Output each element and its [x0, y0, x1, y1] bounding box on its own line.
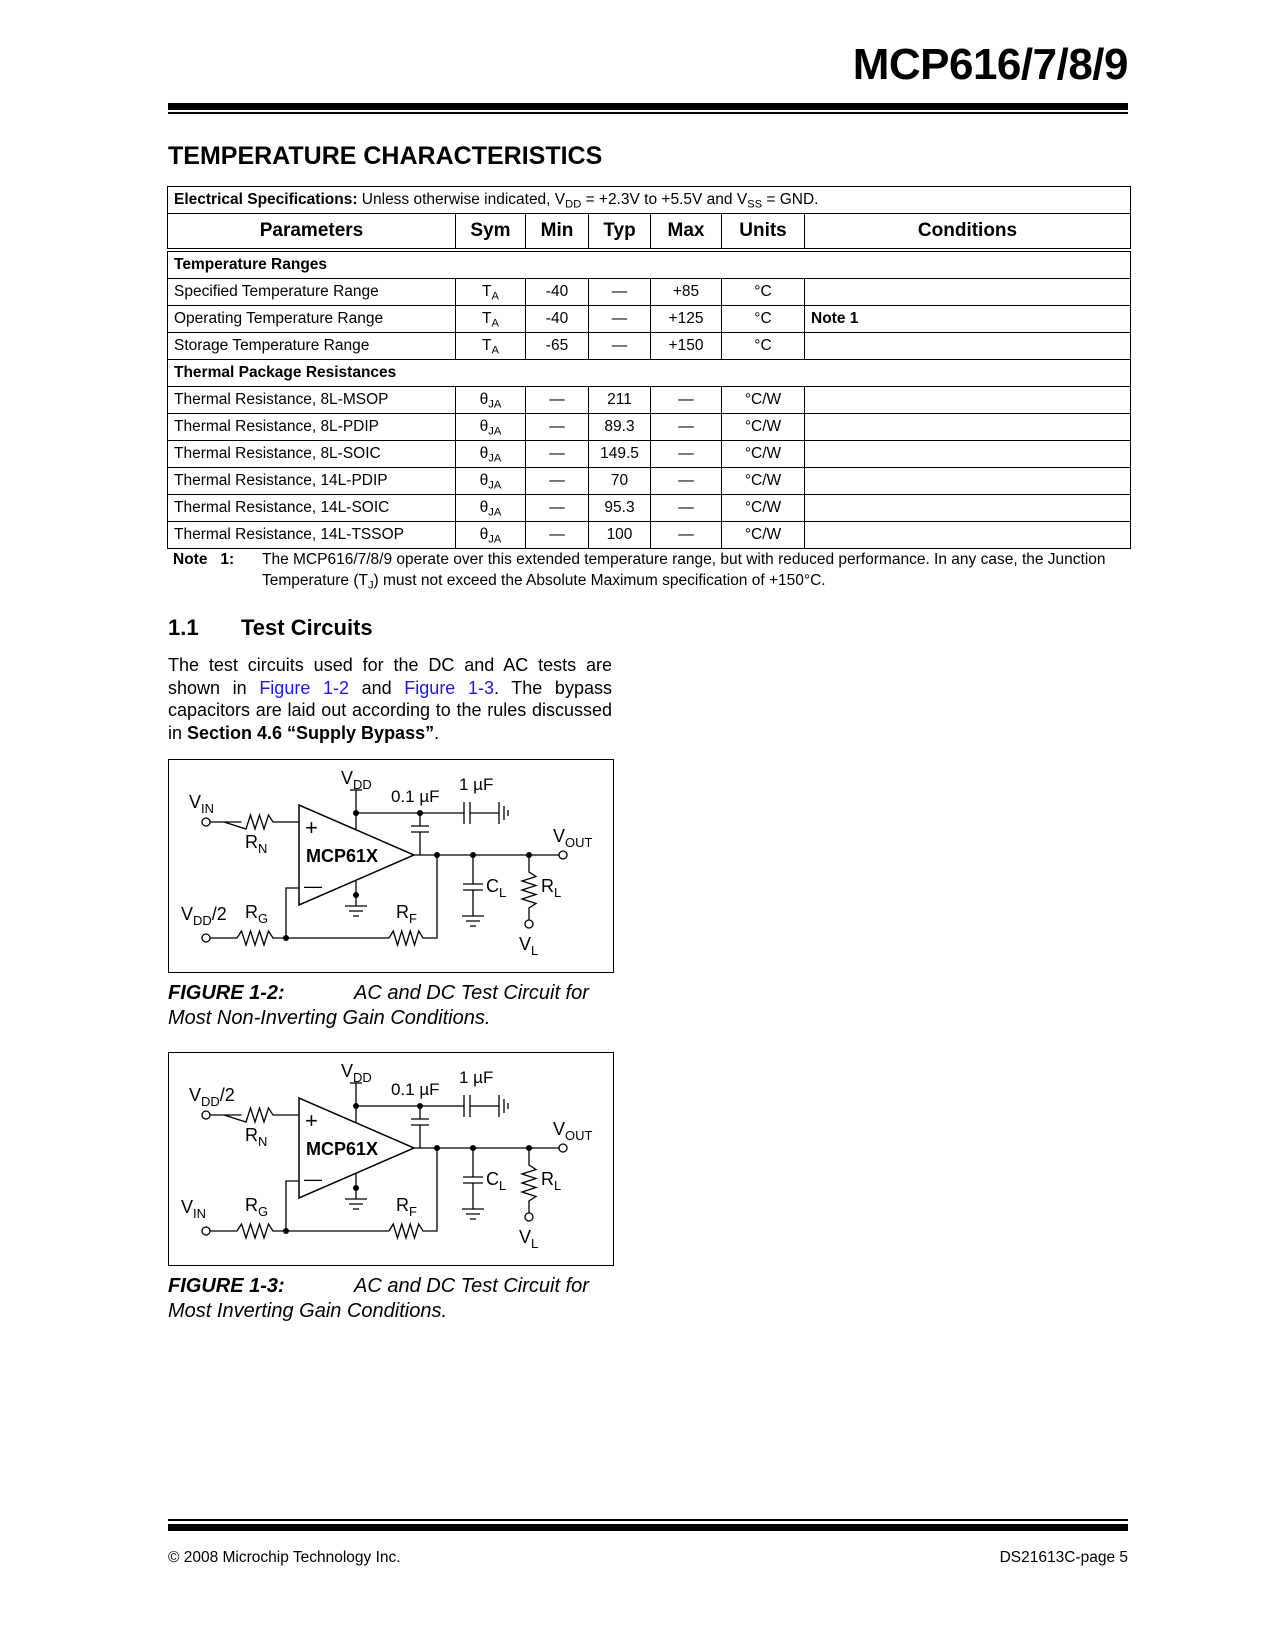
sym-cell: $\theta_{JA}$ [456, 468, 526, 495]
subsection-number: 1.1 [168, 615, 199, 640]
units-cell: °C [722, 306, 805, 333]
col-header: Typ [589, 214, 651, 251]
param-cell: Thermal Resistance, 8L-PDIP [168, 414, 456, 441]
rn-resistor [210, 815, 299, 829]
ground-icon [462, 916, 484, 926]
label-minus: — [304, 876, 322, 896]
units-cell: °C [722, 333, 805, 360]
rf-resistor [389, 1148, 437, 1238]
table-row [168, 333, 1131, 360]
cl-capacitor [463, 855, 483, 916]
figure-1-2-link[interactable]: Figure 1-2 [259, 677, 349, 698]
node-dot [417, 810, 423, 816]
temperature-spec-table [167, 186, 1131, 549]
ground-icon [345, 906, 367, 916]
units-cell: °C/W [722, 522, 805, 549]
max-cell: +150 [651, 333, 722, 360]
table-row [168, 306, 1131, 333]
input-terminal-top [202, 818, 210, 826]
table-row [168, 279, 1131, 306]
label-chip: MCP61X [306, 1139, 379, 1159]
vl-terminal [525, 1213, 533, 1221]
label-rf: $R_F$ [396, 902, 417, 926]
min-cell: -65 [526, 333, 589, 360]
label-rn: $R_N$ [245, 1125, 268, 1149]
ground-icon [345, 1199, 367, 1209]
max-cell: — [651, 495, 722, 522]
typ-cell: 149.5 [589, 441, 651, 468]
vl-terminal [525, 920, 533, 928]
note-label: Note 1: [173, 551, 235, 568]
conditions-cell [805, 468, 1131, 495]
rf-resistor [389, 855, 437, 945]
figure-1-2-circuit [169, 760, 613, 972]
label-cl: $C_L$ [486, 1169, 507, 1193]
label-cap-0-1uf: 0.1 µF [391, 1080, 440, 1099]
output-terminal [559, 1144, 567, 1152]
figure-1-3-link[interactable]: Figure 1-3 [404, 677, 494, 698]
cl-capacitor [463, 1148, 483, 1209]
sym-cell: $\theta_{JA}$ [456, 495, 526, 522]
max-cell: — [651, 522, 722, 549]
conditions-cell [805, 495, 1131, 522]
node-dot [353, 892, 359, 898]
input-terminal-top [202, 1111, 210, 1119]
typ-cell: 89.3 [589, 414, 651, 441]
conditions-cell [805, 414, 1131, 441]
figure-1-3-circuit [169, 1053, 613, 1265]
inverting-input-wire [286, 888, 299, 938]
col-header: Sym [456, 214, 526, 251]
col-header: Parameters [168, 214, 456, 251]
conditions-cell [805, 441, 1131, 468]
label-rf: $R_F$ [396, 1195, 417, 1219]
table-row [168, 387, 1131, 414]
min-cell: — [526, 441, 589, 468]
label-cl: $C_L$ [486, 876, 507, 900]
section-heading: TEMPERATURE CHARACTERISTICS [168, 142, 603, 170]
label-vl: $V_L$ [519, 1227, 539, 1251]
conditions-cell [805, 333, 1131, 360]
param-cell: Storage Temperature Range [168, 333, 456, 360]
label-vout: $V_{OUT}$ [553, 826, 593, 850]
units-cell: °C [722, 279, 805, 306]
min-cell: -40 [526, 306, 589, 333]
typ-cell: 95.3 [589, 495, 651, 522]
input-terminal-bottom [202, 1227, 210, 1235]
param-cell: Thermal Resistance, 14L-PDIP [168, 468, 456, 495]
typ-cell: — [589, 306, 651, 333]
label-rl: $R_L$ [541, 1169, 562, 1193]
conditions-cell [805, 522, 1131, 549]
footer-rule-thin [168, 1519, 1128, 1521]
typ-cell: — [589, 333, 651, 360]
output-terminal [559, 851, 567, 859]
label-rl: $R_L$ [541, 876, 562, 900]
units-cell: °C/W [722, 468, 805, 495]
node-dot [417, 1103, 423, 1109]
col-header: Units [722, 214, 805, 251]
label-rn: $R_N$ [245, 832, 268, 856]
label-rg: $R_G$ [245, 1195, 269, 1219]
max-cell: — [651, 468, 722, 495]
sym-cell: $\theta_{JA}$ [456, 441, 526, 468]
header-rule-thick [168, 103, 1128, 110]
footer-page-number: DS21613C-page 5 [999, 1549, 1128, 1566]
col-header: Min [526, 214, 589, 251]
table-row [168, 495, 1131, 522]
group-label: Thermal Package Resistances [168, 360, 1131, 387]
node-dot [353, 1185, 359, 1191]
typ-cell: 100 [589, 522, 651, 549]
param-cell: Operating Temperature Range [168, 306, 456, 333]
table-row [168, 468, 1131, 495]
label-top-input: $V_{DD}/2$ [189, 1085, 235, 1109]
label-chip: MCP61X [306, 846, 379, 866]
min-cell: — [526, 468, 589, 495]
label-vdd: $V_{DD}$ [341, 1061, 372, 1085]
typ-cell: 70 [589, 468, 651, 495]
node-dot [283, 935, 289, 941]
rg-resistor [210, 931, 389, 945]
sym-cell: $T_A$ [456, 306, 526, 333]
label-cap-0-1uf: 0.1 µF [391, 787, 440, 806]
label-vl: $V_L$ [519, 934, 539, 958]
rn-resistor [210, 1108, 299, 1122]
label-vout: $V_{OUT}$ [553, 1119, 593, 1143]
table-group-row [168, 360, 1131, 387]
min-cell: — [526, 414, 589, 441]
label-minus: — [304, 1169, 322, 1189]
label-cap-1uf: 1 µF [459, 1068, 494, 1087]
sym-cell: $\theta_{JA}$ [456, 387, 526, 414]
max-cell: +85 [651, 279, 722, 306]
label-bottom-input: $V_{DD}/2$ [181, 904, 227, 928]
min-cell: -40 [526, 279, 589, 306]
note-text: The MCP616/7/8/9 operate over this extended temperature range, but with reduced performance. In any case, the Junction Temperature $(T_J)$ must not exceed the Absolute Maximum specification of +150°C. [262, 551, 1106, 592]
rg-resistor [210, 1224, 389, 1238]
footer-copyright: © 2008 Microchip Technology Inc. [168, 1549, 401, 1566]
label-bottom-input: $V_{IN}$ [181, 1197, 206, 1221]
col-header: Max [651, 214, 722, 251]
figure-1-3-caption: FIGURE 1-3: AC and DC Test Circuit for Most Inverting Gain Conditions. [168, 1275, 589, 1322]
sym-cell: $T_A$ [456, 279, 526, 306]
param-cell: Thermal Resistance, 14L-SOIC [168, 495, 456, 522]
node-dot [434, 1145, 440, 1151]
param-cell: Thermal Resistance, 8L-MSOP [168, 387, 456, 414]
conditions-cell: Note 1 [805, 306, 1131, 333]
table-row [168, 414, 1131, 441]
param-cell: Thermal Resistance, 8L-SOIC [168, 441, 456, 468]
max-cell: — [651, 387, 722, 414]
col-header: Conditions [805, 214, 1131, 251]
subsection-title: Test Circuits [241, 615, 373, 640]
node-dot [353, 810, 359, 816]
sym-cell: $T_A$ [456, 333, 526, 360]
units-cell: °C/W [722, 387, 805, 414]
label-plus: + [305, 815, 318, 840]
input-terminal-bottom [202, 934, 210, 942]
sym-cell: $\theta_{JA}$ [456, 522, 526, 549]
table-header-row [168, 214, 1131, 251]
label-rg: $R_G$ [245, 902, 269, 926]
electrical-spec-note: Electrical Specifications: Unless otherwise indicated, $V_{DD} = +2.3V$ to +5.5V and $V_{SS}$ = GND. [168, 187, 1131, 214]
label-cap-1uf: 1 µF [459, 775, 494, 794]
label-plus: + [305, 1108, 318, 1133]
footer-rule-thick [168, 1524, 1128, 1531]
ground-icon [462, 1209, 484, 1219]
typ-cell: 211 [589, 387, 651, 414]
table-row [168, 522, 1131, 549]
label-top-input: $V_{IN}$ [189, 792, 214, 816]
group-label: Temperature Ranges [168, 250, 1131, 279]
units-cell: °C/W [722, 414, 805, 441]
node-dot [353, 1103, 359, 1109]
min-cell: — [526, 495, 589, 522]
typ-cell: — [589, 279, 651, 306]
conditions-cell [805, 279, 1131, 306]
document-title: MCP616/7/8/9 [852, 40, 1128, 89]
table-group-row [168, 250, 1131, 279]
max-cell: — [651, 441, 722, 468]
figure-1-2-box [168, 759, 614, 973]
units-cell: °C/W [722, 495, 805, 522]
max-cell: — [651, 414, 722, 441]
max-cell: +125 [651, 306, 722, 333]
label-vdd: $V_{DD}$ [341, 768, 372, 792]
param-cell: Specified Temperature Range [168, 279, 456, 306]
body-paragraph: The test circuits used for the DC and AC tests are shown in Figure 1-2 and Figure 1-3. The bypass capacitors are laid out according to the rules discussed in Section 4.6 “Supply Bypass”. [168, 655, 612, 743]
sym-cell: $\theta_{JA}$ [456, 414, 526, 441]
header-rule-thin [168, 112, 1128, 114]
rl-resistor [522, 1148, 536, 1213]
node-dot [283, 1228, 289, 1234]
node-dot [434, 852, 440, 858]
min-cell: — [526, 387, 589, 414]
figure-1-2-caption: FIGURE 1-2: AC and DC Test Circuit for Most Non-Inverting Gain Conditions. [168, 982, 589, 1029]
units-cell: °C/W [722, 441, 805, 468]
figure-1-3-box [168, 1052, 614, 1266]
inverting-input-wire [286, 1181, 299, 1231]
min-cell: — [526, 522, 589, 549]
param-cell: Thermal Resistance, 14L-TSSOP [168, 522, 456, 549]
rl-resistor [522, 855, 536, 920]
table-row [168, 441, 1131, 468]
conditions-cell [805, 387, 1131, 414]
